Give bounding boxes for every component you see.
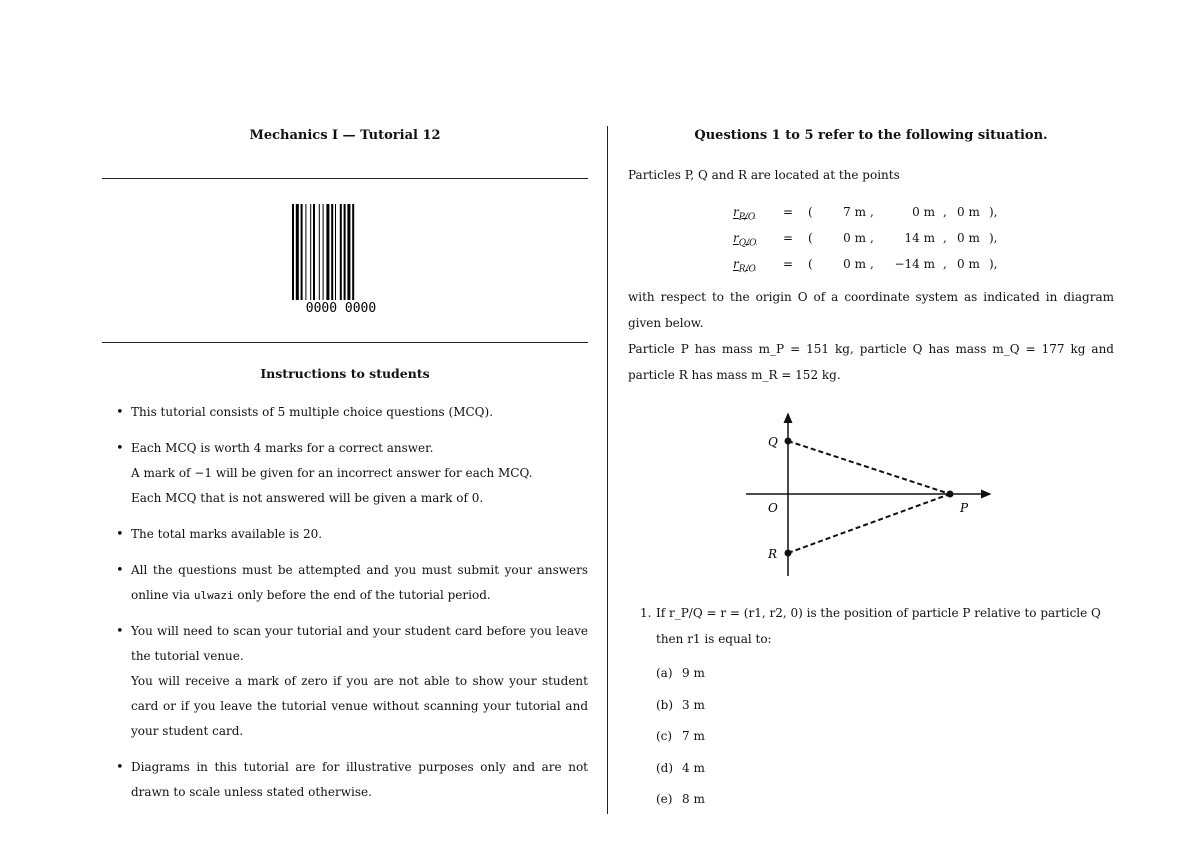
column-divider (607, 126, 608, 814)
masses-text: Particle P has mass m_P = 151 kg, particle Q has mass m_Q = 177 kg and particle R has mass m_R = 152 kg. (628, 342, 1114, 382)
particle-r (785, 550, 792, 557)
instruction-item: • The total marks available is 20. (102, 522, 588, 547)
label-r: R (768, 547, 778, 561)
barcode-bar (344, 204, 346, 300)
barcode-bar (326, 204, 329, 300)
label-p: P (960, 501, 969, 515)
barcode-bar (331, 204, 333, 300)
particle-p (947, 491, 954, 498)
intro-text: Particles P, Q and R are located at the points (628, 168, 900, 182)
answer-option: (b) 3 m (656, 697, 705, 712)
position-equation: $r_{R/O}$ = ( 0 m , −14 m , 0 m ), (733, 257, 998, 275)
tutorial-title: Mechanics I — Tutorial 12 (249, 128, 441, 143)
label-o: O (768, 501, 778, 515)
qp-line (788, 441, 950, 494)
instruction-item: • This tutorial consists of 5 multiple choice questions (MCQ). (102, 400, 588, 425)
barcode-bar (296, 204, 299, 300)
answer-option: (c) 7 m (656, 729, 705, 743)
barcode-bar (319, 204, 320, 300)
question-stem: If r_P/Q = r = (r1, r2, 0) is the position of particle P relative to particle Q then r1 is equal to: (656, 606, 1101, 646)
barcode-bar (347, 204, 350, 300)
instruction-item: • All the questions must be attempted and you must submit your answers online via ulwazi only before the end of the tutorial period. (102, 558, 588, 608)
instruction-item: • Each MCQ is worth 4 marks for a correct answer. A mark of −1 will be given for an incorrect answer for each MCQ. Each MCQ that is not answered will be given a mark of 0. (102, 436, 588, 511)
questions-heading: Questions 1 to 5 refer to the following situation. (694, 128, 1048, 143)
barcode-bar (323, 204, 324, 300)
position-equation: $r_{P/O}$ = ( 7 m , 0 m , 0 m ), (733, 205, 998, 223)
rp-line (788, 494, 950, 553)
particle-diagram (746, 410, 996, 580)
question-number: 1. (640, 606, 652, 620)
particle-q (785, 438, 792, 445)
question-1 (628, 600, 1114, 652)
barcode-bar (340, 204, 342, 300)
position-equation: $r_{Q/O}$ = ( 0 m , 14 m , 0 m ), (733, 231, 998, 249)
bottom-rule (102, 342, 588, 343)
barcode-bar (310, 204, 311, 300)
origin-text: with respect to the origin O of a coordinate system as indicated in diagram given below. (628, 290, 1114, 330)
answer-options (656, 660, 705, 818)
instruction-item: • You will need to scan your tutorial and your student card before you leave the tutorial venue. You will receive a mark of zero if you are not able to show your student card or if you leave the tutorial venue without scanning your tutorial and your student card. (102, 619, 588, 744)
ulwazi-code: ulwazi (193, 589, 234, 602)
label-q: Q (768, 435, 778, 449)
barcode-bar (292, 204, 294, 300)
barcode-bar (301, 204, 303, 300)
barcode-bar (352, 204, 354, 300)
answer-option: (a) 9 m (656, 666, 705, 680)
answer-option: (d) 4 m (656, 760, 705, 775)
barcode-bar (313, 204, 315, 300)
instructions-title: Instructions to students (260, 366, 430, 381)
answer-option: (e) 8 m (656, 792, 705, 806)
top-rule (102, 178, 588, 179)
barcode-number: 0000 0000 (305, 301, 377, 314)
barcode-bar (305, 204, 306, 300)
instruction-item: • Diagrams in this tutorial are for illustrative purposes only and are not drawn to scale unless stated otherwise. (102, 755, 588, 805)
barcode-bar (335, 204, 336, 300)
instructions-list (102, 400, 588, 816)
barcode-image (292, 204, 390, 314)
